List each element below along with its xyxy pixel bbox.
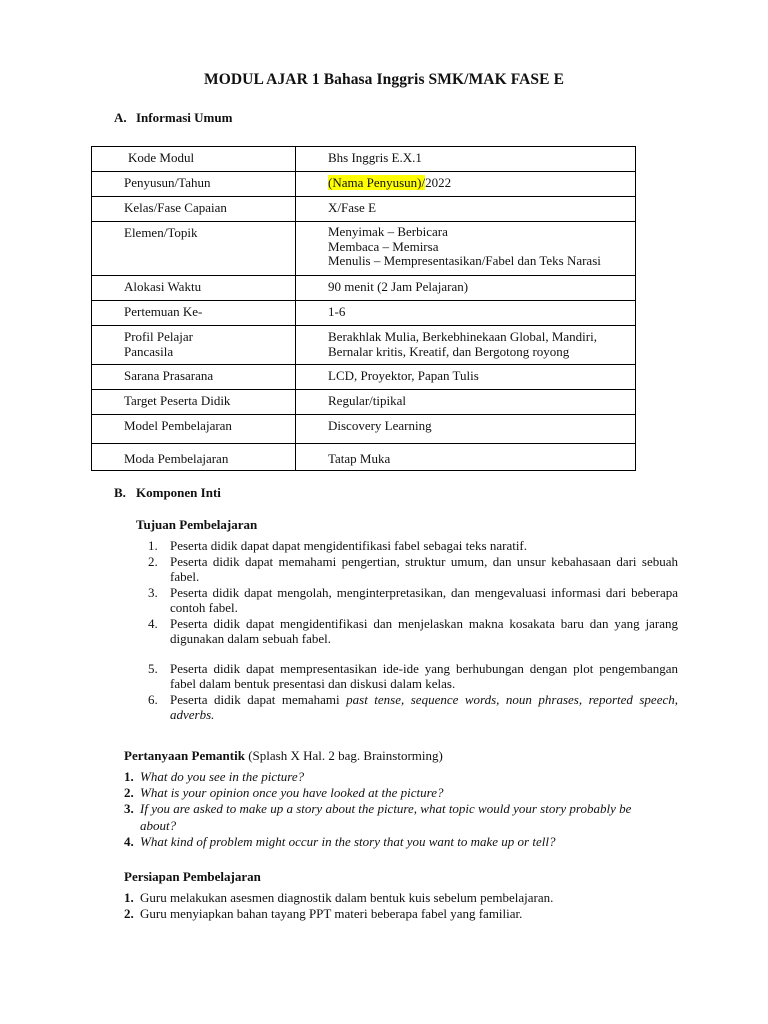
pemantik-list	[124, 769, 644, 850]
item-number: 3.	[148, 584, 158, 600]
row-value: LCD, Proyektor, Papan Tulis	[296, 365, 636, 390]
table-row	[92, 301, 636, 326]
row-value	[296, 172, 636, 197]
row-key-line: Profil Pelajar	[124, 329, 193, 344]
item-text: Peserta didik dapat memahami pengertian, struktur umum, dan unsur kebahasaan dari sebuah fabel.	[170, 553, 678, 584]
row-value: X/Fase E	[296, 197, 636, 222]
row-key: Model Pembelajaran	[92, 415, 296, 444]
row-value: 1-6	[296, 301, 636, 326]
persiapan-list	[124, 890, 644, 922]
section-b-heading	[114, 485, 221, 501]
item-text: What do you see in the picture?	[140, 769, 305, 784]
item-text: Peserta didik dapat dapat mengidentifikasi fabel sebagai teks naratif.	[170, 538, 528, 553]
section-a-heading	[114, 110, 232, 126]
row-key: Pertemuan Ke-	[92, 301, 296, 326]
item-text: Peserta didik dapat mengolah, menginterpretasikan, dan mengevaluasi informasi dari beberapa contoh fabel.	[170, 584, 678, 615]
item-number: 2.	[124, 906, 134, 922]
item-text: Guru menyiapkan bahan tayang PPT materi beberapa fabel yang familiar.	[140, 906, 523, 922]
row-key	[92, 326, 296, 365]
list-item	[148, 585, 678, 616]
row-key: Kode Modul	[92, 147, 296, 172]
item-text: What is your opinion once you have looked at the picture?	[140, 785, 444, 801]
item-number: 2.	[148, 553, 158, 569]
pemantik-heading	[124, 748, 443, 764]
table-row	[92, 390, 636, 415]
section-b-label: Komponen Inti	[136, 485, 221, 500]
tujuan-list	[148, 538, 678, 723]
section-a-letter: A.	[114, 110, 127, 125]
row-value-year: 2022	[425, 175, 452, 190]
row-value	[296, 222, 636, 276]
info-umum-table	[91, 146, 636, 471]
section-a-label: Informasi Umum	[136, 110, 233, 125]
row-key: Alokasi Waktu	[92, 276, 296, 301]
item-number: 4.	[148, 615, 158, 631]
list-item	[124, 769, 644, 785]
item-number: 5.	[148, 660, 158, 676]
row-key-line: Pancasila	[124, 344, 174, 359]
persiapan-heading: Persiapan Pembelajaran	[124, 869, 261, 884]
row-key: Sarana Prasarana	[92, 365, 296, 390]
pemantik-heading-bold: Pertanyaan Pemantik	[124, 748, 245, 763]
list-item	[124, 890, 644, 906]
row-value: Discovery Learning	[296, 415, 636, 444]
list-item	[148, 692, 678, 723]
row-key: Penyusun/Tahun	[92, 172, 296, 197]
row-value-line: Berakhlak Mulia, Berkebhinekaan Global, Mandiri,	[328, 329, 597, 344]
row-key: Moda Pembelajaran	[92, 444, 296, 471]
highlighted-author: (Nama Penyusun)/	[328, 175, 426, 190]
list-item	[148, 538, 678, 554]
row-value-line: Menyimak – Berbicara	[328, 224, 448, 239]
item-number: 1.	[148, 538, 158, 553]
row-value-line: Menulis – Mempresentasikan/Fabel dan Teks Narasi	[328, 253, 601, 268]
item-number: 1.	[124, 769, 134, 784]
section-b-letter: B.	[114, 485, 126, 500]
item-number: 4.	[124, 833, 134, 849]
table-row	[92, 326, 636, 365]
row-value	[296, 326, 636, 365]
list-item	[124, 834, 644, 850]
item-text: What kind of problem might occur in the story that you want to make up or tell?	[140, 833, 556, 849]
document-title: MODUL AJAR 1 Bahasa Inggris SMK/MAK FASE E	[203, 71, 565, 88]
row-value-line: Bernalar kritis, Kreatif, dan Bergotong royong	[328, 344, 570, 359]
row-value: Tatap Muka	[296, 444, 636, 471]
list-item	[124, 801, 640, 833]
table-row	[92, 365, 636, 390]
item-text: Peserta didik dapat memahami	[170, 691, 347, 707]
table-row	[92, 147, 636, 172]
list-item	[124, 906, 644, 922]
item-text-italic: past tense, sequence words, noun phrases, reported speech, adverbs.	[170, 691, 678, 722]
pemantik-heading-note: (Splash X Hal. 2 bag. Brainstorming)	[244, 748, 443, 763]
table-row	[92, 276, 636, 301]
row-key: Kelas/Fase Capaian	[92, 197, 296, 222]
row-key: Target Peserta Didik	[92, 390, 296, 415]
table-row	[92, 444, 636, 471]
list-item	[124, 785, 644, 801]
list-item	[148, 661, 678, 692]
table-row	[92, 415, 636, 444]
item-number: 1.	[124, 890, 134, 905]
table-row	[92, 172, 636, 197]
item-number: 2.	[124, 785, 134, 801]
tujuan-heading: Tujuan Pembelajaran	[136, 517, 258, 532]
item-text: If you are asked to make up a story about the picture, what topic would your story probably be about?	[140, 801, 632, 833]
row-value: Bhs Inggris E.X.1	[296, 147, 636, 172]
list-item	[148, 554, 678, 585]
row-key: Elemen/Topik	[92, 222, 296, 276]
item-number: 3.	[124, 801, 134, 817]
item-text: Guru melakukan asesmen diagnostik dalam bentuk kuis sebelum pembelajaran.	[140, 890, 554, 905]
item-text: Peserta didik dapat mengidentifikasi dan menjelaskan makna kosakata baru dan yang jarang digunakan dalam sebuah fabel.	[170, 615, 678, 646]
table-row	[92, 222, 636, 276]
item-number: 6.	[148, 691, 158, 707]
list-item	[148, 616, 678, 647]
row-value: 90 menit (2 Jam Pelajaran)	[296, 276, 636, 301]
item-text: Peserta didik dapat mempresentasikan ide-ide yang berhubungan dengan plot pengembangan fabel dalam bentuk presentasi dan diskusi dalam kelas.	[170, 660, 678, 691]
row-value-line: Membaca – Memirsa	[328, 238, 439, 254]
row-value: Regular/tipikal	[296, 390, 636, 415]
table-row	[92, 197, 636, 222]
